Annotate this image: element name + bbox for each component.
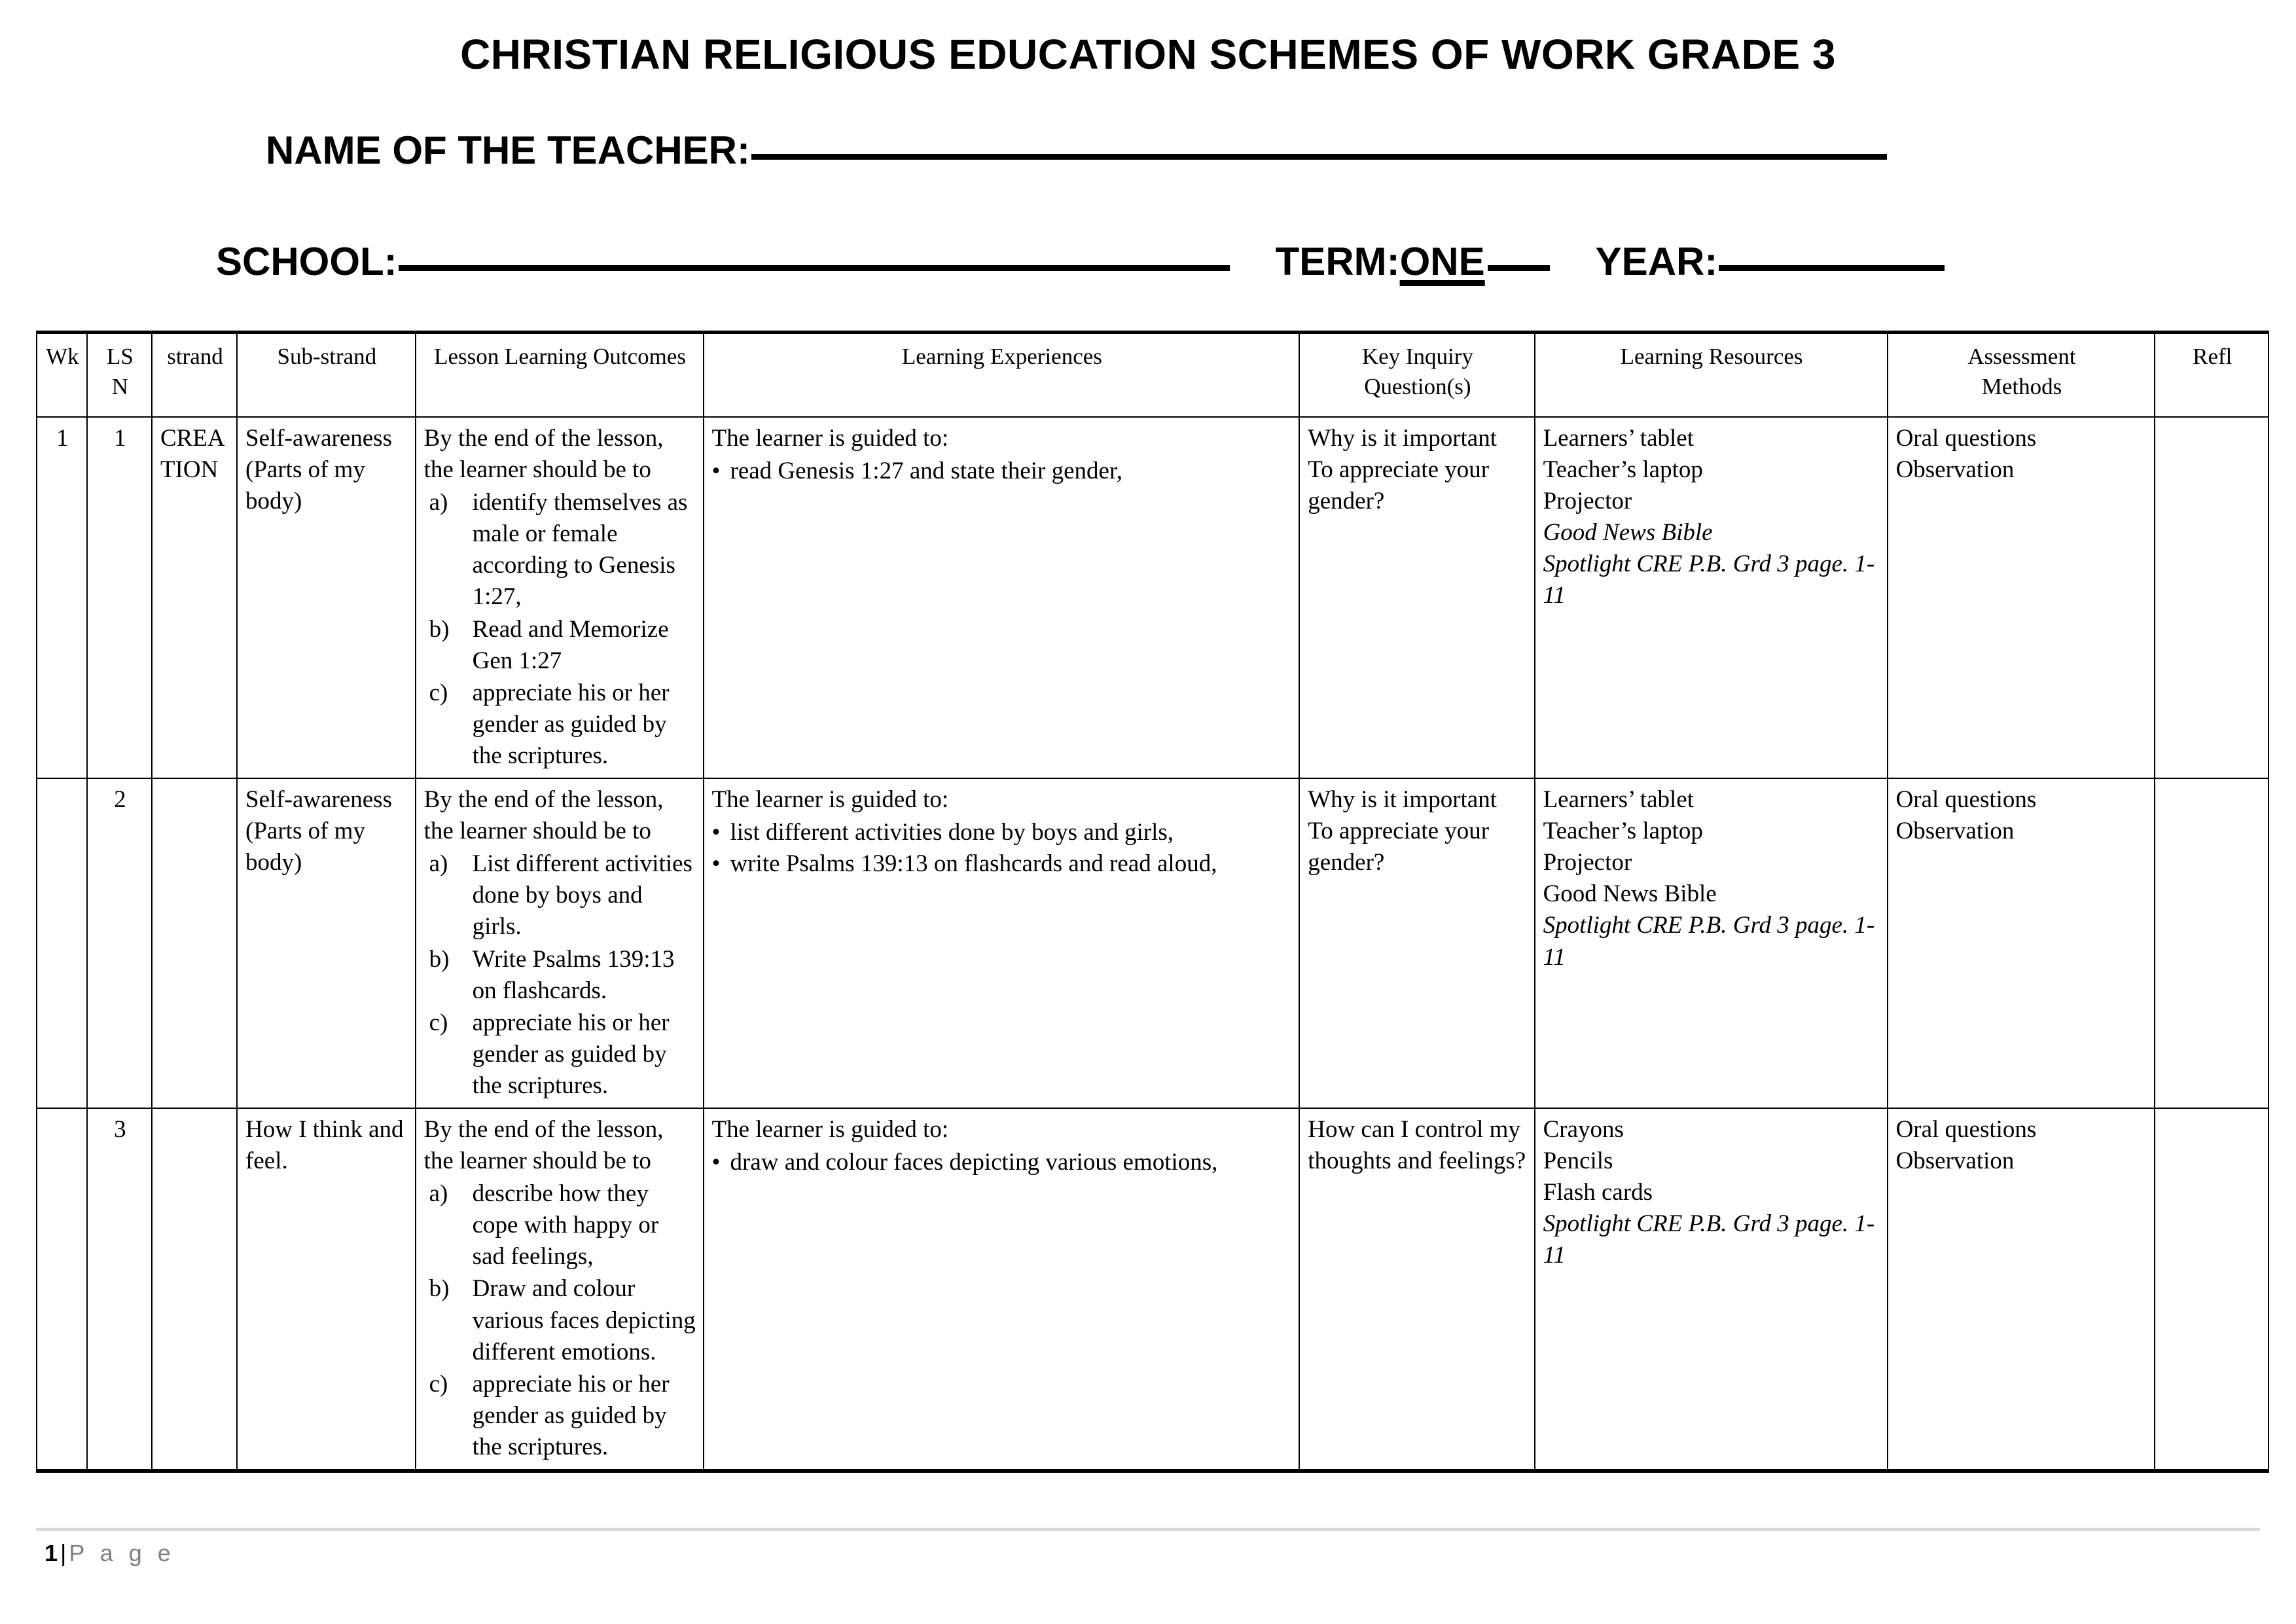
cell-lesson-number: 1 xyxy=(87,417,152,778)
cell-reflection[interactable] xyxy=(2155,417,2269,778)
cell-key-inquiry-question: Why is it important To appreciate your gender? xyxy=(1299,778,1534,1108)
header-text-llo: Lesson Learning Outcomes xyxy=(434,344,687,369)
lex-list xyxy=(712,456,1293,487)
cell-learning-resources xyxy=(1535,417,1888,778)
schemes-of-work-table xyxy=(36,331,2269,1473)
lex-list-item xyxy=(712,1147,1293,1178)
resource-line: Good News Bible xyxy=(1543,880,1717,908)
column-header-assessment-methods xyxy=(1888,333,2155,418)
resource-line: Pencils xyxy=(1543,1147,1613,1175)
header-text-strand: strand xyxy=(167,344,223,369)
bullet-icon: • xyxy=(711,850,721,878)
llo-list-item xyxy=(424,944,696,1007)
cell-key-inquiry-question: How can I control my thoughts and feelings? xyxy=(1299,1108,1534,1471)
bullet-icon: • xyxy=(711,458,721,485)
lex-lead-text: The learner is guided to: xyxy=(711,786,949,814)
school-input-rule[interactable] xyxy=(399,265,1230,271)
llo-list-item xyxy=(424,848,696,943)
cell-assessment-methods: Oral questions Observation xyxy=(1888,1108,2155,1471)
llo-list-item xyxy=(424,487,696,613)
llo-item-text: appreciate his or her gender as guided by the scriptures. xyxy=(472,1370,670,1460)
column-header-wk xyxy=(37,333,87,418)
year-input-rule[interactable] xyxy=(1719,265,1945,271)
resource-line: Crayons xyxy=(1543,1115,1624,1143)
cell-lesson-learning-outcomes xyxy=(416,417,704,778)
resource-line: Teacher’s laptop xyxy=(1543,818,1703,845)
lex-item-text: draw and colour faces depicting various emotions, xyxy=(730,1149,1218,1176)
cell-learning-resources xyxy=(1535,1108,1888,1471)
lex-item-text: read Genesis 1:27 and state their gender, xyxy=(730,458,1123,485)
cell-assessment-methods: Oral questions Observation xyxy=(1888,778,2155,1108)
cell-lesson-learning-outcomes xyxy=(416,778,704,1108)
lex-lead-text: The learner is guided to: xyxy=(711,425,949,452)
resource-line: Projector xyxy=(1543,488,1632,515)
llo-item-text: describe how they cope with happy or sad feelings, xyxy=(472,1180,659,1271)
resource-line: Learners’ tablet xyxy=(1543,425,1694,452)
llo-item-marker: a) xyxy=(429,1180,448,1208)
school-label: SCHOOL: xyxy=(216,240,397,283)
cell-key-inquiry-question: Why is it important To appreciate your gender? xyxy=(1299,417,1534,778)
table-row xyxy=(37,778,2269,1108)
column-header-key-inquiry-questions xyxy=(1299,333,1534,418)
llo-item-text: identify themselves as male or female according to Genesis 1:27, xyxy=(472,489,688,611)
llo-item-marker: c) xyxy=(429,1009,448,1036)
llo-item-text: appreciate his or her gender as guided by the scriptures. xyxy=(472,679,670,769)
term-label: TERM: xyxy=(1275,240,1400,283)
column-header-refl xyxy=(2155,333,2269,418)
column-header-lesson-learning-outcomes xyxy=(416,333,704,418)
table-row xyxy=(37,417,2269,778)
lex-list-item xyxy=(712,456,1293,487)
lex-item-text: list different activities done by boys and girls, xyxy=(730,819,1174,846)
teacher-input-rule[interactable] xyxy=(751,154,1887,160)
llo-item-marker: a) xyxy=(429,850,448,878)
term-value[interactable]: ONE xyxy=(1399,240,1485,283)
cell-strand xyxy=(152,778,237,1108)
llo-item-marker: c) xyxy=(429,679,448,706)
column-header-substrand xyxy=(237,333,416,418)
column-header-strand xyxy=(152,333,237,418)
cell-lesson-number: 3 xyxy=(87,1108,152,1471)
llo-list xyxy=(424,487,696,772)
llo-list xyxy=(424,848,696,1102)
cell-learning-experiences xyxy=(704,417,1300,778)
llo-item-text: Read and Memorize Gen 1:27 xyxy=(472,615,669,674)
llo-list-item xyxy=(424,614,696,677)
llo-item-marker: c) xyxy=(429,1370,448,1398)
header-text-substrand: Sub-strand xyxy=(277,344,377,369)
table-header-row xyxy=(37,333,2269,418)
header-text-asm-1: Assessment xyxy=(1967,344,2076,369)
cell-week xyxy=(37,778,87,1108)
cell-substrand: Self-awareness (Parts of my body) xyxy=(237,417,416,778)
cell-lesson-number: 2 xyxy=(87,778,152,1108)
lex-list xyxy=(712,817,1293,880)
footer-page-number: 1 xyxy=(45,1540,58,1566)
column-header-learning-experiences xyxy=(704,333,1300,418)
llo-item-text: appreciate his or her gender as guided by the scriptures. xyxy=(472,1009,670,1099)
header-text-refl: Refl xyxy=(2193,344,2233,369)
llo-item-marker: b) xyxy=(429,615,450,643)
llo-list-item xyxy=(424,1369,696,1463)
footer-divider xyxy=(36,1528,2260,1531)
bullet-icon: • xyxy=(711,819,721,846)
cell-substrand: Self-awareness (Parts of my body) xyxy=(237,778,416,1108)
cell-week: 1 xyxy=(37,417,87,778)
table-row xyxy=(37,1108,2269,1471)
cell-substrand: How I think and feel. xyxy=(237,1108,416,1471)
llo-lead-text: By the end of the lesson, the learner should be to xyxy=(423,425,664,484)
cell-week xyxy=(37,1108,87,1471)
cell-learning-experiences xyxy=(704,1108,1300,1471)
llo-item-marker: b) xyxy=(429,1275,450,1303)
resource-line: Spotlight CRE P.B. Grd 3 page. 1-11 xyxy=(1543,1210,1875,1269)
column-header-learning-resources xyxy=(1535,333,1888,418)
school-term-year-field-line xyxy=(216,241,1945,282)
header-text-lex: Learning Experiences xyxy=(901,344,1102,369)
lex-item-text: write Psalms 139:13 on flashcards and read aloud, xyxy=(730,850,1217,878)
teacher-field-line xyxy=(266,130,1887,171)
footer-page-word: P a g e xyxy=(69,1540,175,1566)
header-text-asm-2: Methods xyxy=(1981,373,2062,399)
table-body xyxy=(37,417,2269,1471)
llo-lead-text: By the end of the lesson, the learner should be to xyxy=(423,786,664,845)
footer xyxy=(45,1540,175,1567)
llo-list-item xyxy=(424,1273,696,1367)
llo-item-marker: a) xyxy=(429,489,448,516)
cell-lesson-learning-outcomes xyxy=(416,1108,704,1471)
llo-lead-text: By the end of the lesson, the learner should be to xyxy=(423,1115,664,1175)
year-label: YEAR: xyxy=(1595,240,1718,283)
llo-list-item xyxy=(424,1007,696,1102)
lex-list-item xyxy=(712,817,1293,848)
column-header-lsn xyxy=(87,333,152,418)
lex-list xyxy=(712,1147,1293,1178)
cell-assessment-methods: Oral questions Observation xyxy=(1888,417,2155,778)
header-text-kiq-1: Key Inquiry xyxy=(1361,344,1473,369)
resource-line: Projector xyxy=(1543,849,1632,876)
resource-line: Teacher’s laptop xyxy=(1543,456,1703,484)
resource-line: Flash cards xyxy=(1543,1179,1653,1206)
cell-learning-resources xyxy=(1535,778,1888,1108)
llo-item-text: List different activities done by boys and girls. xyxy=(472,850,692,941)
llo-list-item xyxy=(424,677,696,772)
llo-item-text: Draw and colour various faces depicting different emotions. xyxy=(472,1275,696,1365)
bullet-icon: • xyxy=(711,1149,721,1176)
header-text-lsn-1: LS xyxy=(106,344,134,369)
llo-list-item xyxy=(424,1178,696,1272)
resource-line: Learners’ tablet xyxy=(1543,786,1694,814)
cell-learning-experiences xyxy=(704,778,1300,1108)
header-text-lres: Learning Resources xyxy=(1620,344,1803,369)
lex-list-item xyxy=(712,848,1293,880)
llo-item-marker: b) xyxy=(429,945,450,973)
teacher-label: NAME OF THE TEACHER: xyxy=(266,128,750,172)
llo-item-text: Write Psalms 139:13 on flashcards. xyxy=(472,945,675,1004)
lex-lead-text: The learner is guided to: xyxy=(711,1115,949,1143)
footer-separator: | xyxy=(60,1540,67,1566)
llo-list xyxy=(424,1178,696,1463)
cell-strand xyxy=(152,1108,237,1471)
resource-line: Spotlight CRE P.B. Grd 3 page. 1-11 xyxy=(1543,550,1875,609)
page-title: CHRISTIAN RELIGIOUS EDUCATION SCHEMES OF WORK GRADE 3 xyxy=(460,31,1836,78)
header-text-kiq-2: Question(s) xyxy=(1364,373,1471,399)
header-text-lsn-2: N xyxy=(111,373,129,399)
cell-reflection[interactable] xyxy=(2155,1108,2269,1471)
cell-reflection[interactable] xyxy=(2155,778,2269,1108)
resource-line: Spotlight CRE P.B. Grd 3 page. 1-11 xyxy=(1543,912,1875,971)
header-text-wk: Wk xyxy=(46,344,79,369)
resource-line: Good News Bible xyxy=(1543,519,1713,547)
term-input-rule[interactable] xyxy=(1488,265,1550,271)
cell-strand: CREATION xyxy=(152,417,237,778)
